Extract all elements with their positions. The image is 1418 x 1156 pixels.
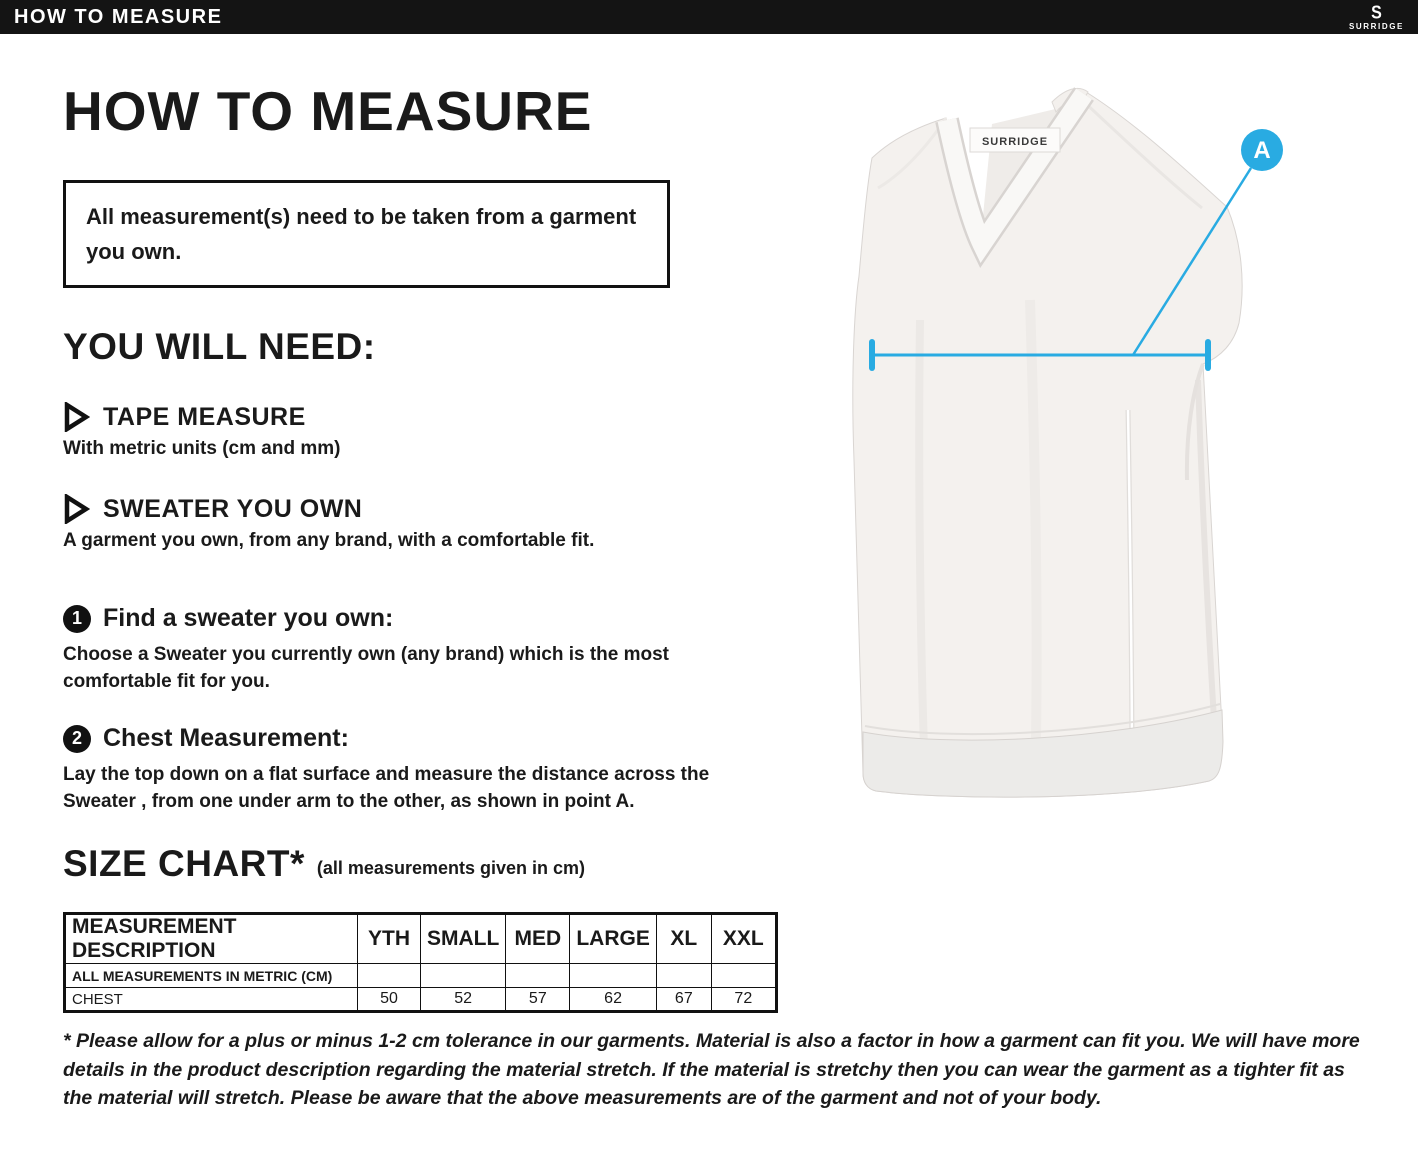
column-header: XXL bbox=[711, 914, 776, 964]
surridge-logo-icon: S bbox=[1371, 3, 1382, 23]
table-row bbox=[65, 988, 777, 1012]
row-label: CHEST bbox=[65, 988, 358, 1012]
step-1-find-sweater bbox=[63, 604, 758, 695]
row-label: ALL MEASUREMENTS IN METRIC (CM) bbox=[65, 964, 358, 988]
column-header: SMALL bbox=[421, 914, 506, 964]
sweater-image bbox=[830, 80, 1310, 820]
surridge-logo bbox=[1349, 4, 1404, 31]
step-title: Chest Measurement: bbox=[103, 724, 349, 752]
you-will-need-heading: YOU WILL NEED: bbox=[63, 326, 376, 367]
table-cell: 52 bbox=[421, 988, 506, 1012]
table-header-row bbox=[65, 914, 777, 964]
step-number-badge: 2 bbox=[63, 725, 91, 753]
table-cell bbox=[711, 964, 776, 988]
topbar-title: HOW TO MEASURE bbox=[14, 5, 223, 28]
size-chart-subheading: (all measurements given in cm) bbox=[316, 858, 585, 878]
size-chart-heading: SIZE CHART* bbox=[63, 843, 305, 884]
surridge-logo-text: SURRIDGE bbox=[1348, 21, 1404, 31]
collar-label bbox=[970, 128, 1060, 152]
table-cell bbox=[570, 964, 657, 988]
table-cell bbox=[421, 964, 506, 988]
step-description: Lay the top down on a flat surface and measure the distance across the Sweater , from one under arm to the other, as shown in point A. bbox=[63, 764, 710, 812]
garment-illustration bbox=[830, 80, 1310, 820]
column-header: LARGE bbox=[570, 914, 657, 964]
triangle-bullet-icon bbox=[63, 494, 90, 524]
tolerance-footnote: * Please allow for a plus or minus 1-2 cm tolerance in our garments. Material is also a factor in how a garment can fit you. We will have more details in the product description regarding the material stretch. If the material is stretchy then you can wear the garment as a tighter fit as the material will stretch. Please be aware that the above measurements are of the garment and not of your body. bbox=[63, 1030, 1360, 1110]
need-item-label: SWEATER YOU OWN bbox=[103, 494, 363, 523]
size-chart-table bbox=[63, 912, 778, 1013]
column-header: XL bbox=[656, 914, 711, 964]
table-cell: 62 bbox=[570, 988, 657, 1012]
table-cell bbox=[358, 964, 421, 988]
sweater-body bbox=[853, 92, 1242, 797]
need-item-tape-measure bbox=[63, 402, 743, 460]
top-bar bbox=[0, 0, 1418, 34]
column-header: YTH bbox=[358, 914, 421, 964]
column-header: MED bbox=[506, 914, 570, 964]
need-item-head bbox=[63, 494, 743, 524]
need-item-description: A garment you own, from any brand, with a comfortable fit. bbox=[63, 530, 595, 551]
column-header: MEASUREMENT DESCRIPTION bbox=[65, 914, 358, 964]
step-number-badge: 1 bbox=[63, 605, 91, 633]
step-head bbox=[63, 724, 758, 753]
measurement-note-box: All measurement(s) need to be taken from a garment you own. bbox=[63, 180, 670, 288]
point-a-label: A bbox=[1253, 137, 1271, 164]
step-title: Find a sweater you own: bbox=[103, 604, 394, 632]
step-head bbox=[63, 604, 758, 633]
step-description: Choose a Sweater you currently own (any brand) which is the most comfortable fit for you. bbox=[63, 644, 670, 692]
table-cell: 67 bbox=[656, 988, 711, 1012]
table-cell: 72 bbox=[711, 988, 776, 1012]
collar-label-text: SURRIDGE bbox=[981, 136, 1049, 148]
need-item-label: TAPE MEASURE bbox=[103, 402, 306, 431]
need-item-description: With metric units (cm and mm) bbox=[63, 438, 341, 459]
table-cell bbox=[656, 964, 711, 988]
step-2-chest-measurement bbox=[63, 724, 758, 815]
page-title: HOW TO MEASURE bbox=[63, 80, 593, 142]
table-cell: 50 bbox=[358, 988, 421, 1012]
need-item-sweater bbox=[63, 494, 743, 552]
triangle-bullet-icon bbox=[63, 402, 90, 432]
table-row bbox=[65, 964, 777, 988]
table-cell bbox=[506, 964, 570, 988]
table-cell: 57 bbox=[506, 988, 570, 1012]
need-item-head bbox=[63, 402, 743, 432]
size-chart-heading-row bbox=[63, 845, 585, 882]
